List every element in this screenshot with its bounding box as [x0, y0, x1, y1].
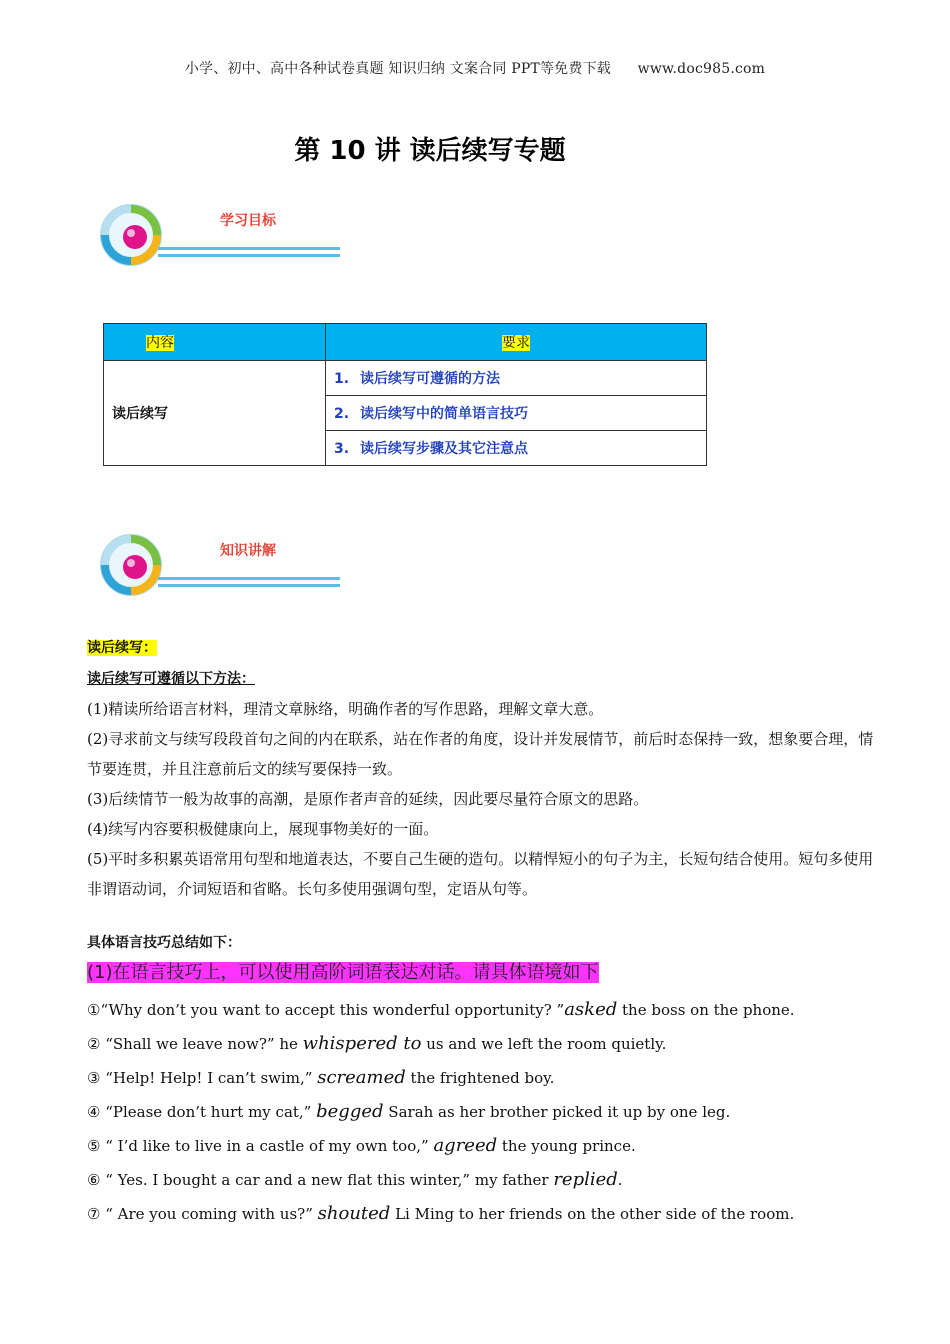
badge-label: 知识讲解: [220, 543, 276, 559]
knowledge-badge: [98, 532, 348, 602]
table-row: 1. 读后续写可遵循的方法: [326, 361, 707, 396]
skills-heading: 具体语言技巧总结如下：: [87, 935, 241, 951]
list-item: ③ “Help! Help! I can’t swim,” screamed the frightened boy.: [87, 1067, 555, 1088]
method-item: (1)精读所给语言材料，理清文章脉络，明确作者的写作思路，理解文章大意。: [87, 700, 604, 718]
table-row-label: 读后续写: [104, 361, 326, 466]
list-item: ①“Why don’t you want to accept this wonderful opportunity? ”asked the boss on the phone.: [87, 999, 795, 1020]
section-heading: 读后续写：: [87, 640, 157, 656]
header-site-link[interactable]: www.doc985.com: [637, 61, 766, 77]
method-item: (4)续写内容要积极健康向上，展现事物美好的一面。: [87, 820, 439, 838]
list-item: ⑦ “ Are you coming with us?” shouted Li Ming to her friends on the other side of the room.: [87, 1203, 795, 1224]
list-item: ⑤ “ I’d like to live in a castle of my own too,” agreed the young prince.: [87, 1135, 636, 1156]
method-item: (3)后续情节一般为故事的高潮，是原作者声音的延续，因此要尽量符合原文的思路。: [87, 790, 649, 808]
goals-table: [103, 323, 707, 466]
method-item: (2)寻求前文与续写段段首句之间的内在联系，站在作者的角度，设计并发展情节，前后时态保持一致，想象要合理，情节要连贯，并且注意前后文的续写要保持一致。: [87, 730, 874, 778]
section-subheading: 读后续写可遵循以下方法：: [87, 671, 255, 687]
skill-highlight: (1)在语言技巧上，可以使用高阶词语表达对话。请具体语境如下: [87, 962, 599, 983]
section-body: [87, 632, 887, 904]
learning-goals-badge: [98, 202, 348, 272]
header-text: 小学、初中、高中各种试卷真题 知识归纳 文案合同 PPT等免费下载: [184, 61, 611, 77]
badge-label: 学习目标: [220, 213, 276, 229]
list-item: ④ “Please don’t hurt my cat,” begged Sarah as her brother picked it up by one leg.: [87, 1101, 731, 1122]
page-title: 第 10 讲 读后续写专题: [294, 136, 566, 166]
skills-section: [87, 928, 887, 987]
table-header-requirement: 要求: [326, 324, 707, 361]
table-row: 3. 读后续写步骤及其它注意点: [326, 431, 707, 466]
example-list: [87, 993, 887, 1231]
list-item: ⑥ “ Yes. I bought a car and a new flat this winter,” my father replied.: [87, 1169, 623, 1190]
table-header-content: 内容: [104, 324, 326, 361]
list-item: ② “Shall we leave now?” he whispered to us and we left the room quietly.: [87, 1033, 667, 1054]
method-item: (5)平时多积累英语常用句型和地道表达，不要自己生硬的造句。以精悍短小的句子为主，长短句结合使用。短句多使用非谓语动词，介词短语和省略。长句多使用强调句型，定语从句等。: [87, 850, 874, 898]
table-row: 2. 读后续写中的简单语言技巧: [326, 396, 707, 431]
page-header: [0, 58, 950, 78]
